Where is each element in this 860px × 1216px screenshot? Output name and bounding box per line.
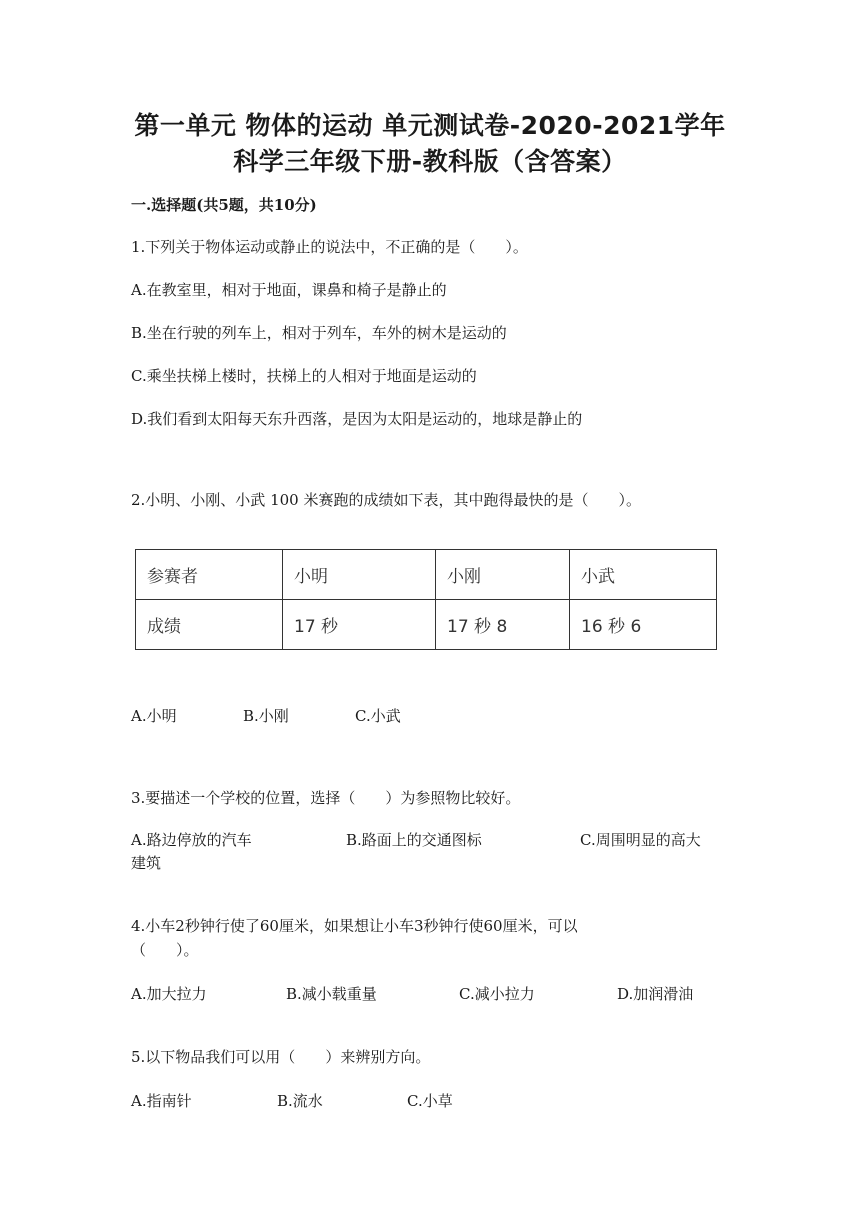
question-3-option-b: B.路面上的交通图标	[346, 831, 482, 849]
question-2-stem: 2.小明、小刚、小武 100 米赛跑的成绩如下表，其中跑得最快的是（ ）。	[131, 491, 641, 509]
section-heading: 一.选择题(共5题，共10分)	[131, 196, 317, 214]
table-cell: 成绩	[136, 600, 283, 650]
table-cell: 16 秒 6	[570, 600, 717, 650]
question-3-stem: 3.要描述一个学校的位置，选择（ ）为参照物比较好。	[131, 789, 521, 807]
question-2-option-a: A.小明	[131, 707, 177, 725]
question-4-option-c: C.减小拉力	[459, 985, 535, 1003]
document-title-line1: 第一单元 物体的运动 单元测试卷-2020-2021学年	[134, 111, 726, 140]
question-3-option-c-continued: 建筑	[131, 854, 162, 872]
question-5-option-c: C.小草	[407, 1092, 453, 1110]
question-3-option-a: A.路边停放的汽车	[131, 831, 252, 849]
question-1-option-b: B.坐在行驶的列车上，相对于列车，车外的树木是运动的	[131, 324, 507, 342]
question-4-option-b: B.减小载重量	[286, 985, 377, 1003]
question-4-stem: 4.小车2秒钟行使了60厘米，如果想让小车3秒钟行使60厘米，可以	[131, 917, 578, 935]
table-cell: 17 秒 8	[436, 600, 570, 650]
question-5-option-a: A.指南针	[131, 1092, 192, 1110]
table-header-row	[136, 550, 717, 600]
table-cell: 17 秒	[283, 600, 436, 650]
question-4-option-a: A.加大拉力	[131, 985, 207, 1003]
table-cell: 小武	[570, 550, 717, 600]
question-5-option-b: B.流水	[277, 1092, 323, 1110]
question-1-option-d: D.我们看到太阳每天东升西落，是因为太阳是运动的，地球是静止的	[131, 410, 583, 428]
question-3-option-c: C.周围明显的高大	[580, 831, 701, 849]
question-5-stem: 5.以下物品我们可以用（ ）来辨别方向。	[131, 1048, 431, 1066]
question-1-option-c: C.乘坐扶梯上楼时，扶梯上的人相对于地面是运动的	[131, 367, 477, 385]
table-row	[136, 600, 717, 650]
document-title-line2: 科学三年级下册-教科版（含答案）	[233, 147, 627, 176]
table-cell: 小刚	[436, 550, 570, 600]
question-4-stem-continued: （ ）。	[131, 941, 199, 959]
question-1-stem: 1.下列关于物体运动或静止的说法中，不正确的是（ ）。	[131, 238, 528, 256]
table-cell: 参赛者	[136, 550, 283, 600]
question-2-option-c: C.小武	[355, 707, 401, 725]
question-1-option-a: A.在教室里，相对于地面，课鼻和椅子是静止的	[131, 281, 447, 299]
question-2-option-b: B.小刚	[243, 707, 289, 725]
table-cell: 小明	[283, 550, 436, 600]
race-results-table	[135, 549, 717, 650]
question-4-option-d: D.加润滑油	[617, 985, 694, 1003]
